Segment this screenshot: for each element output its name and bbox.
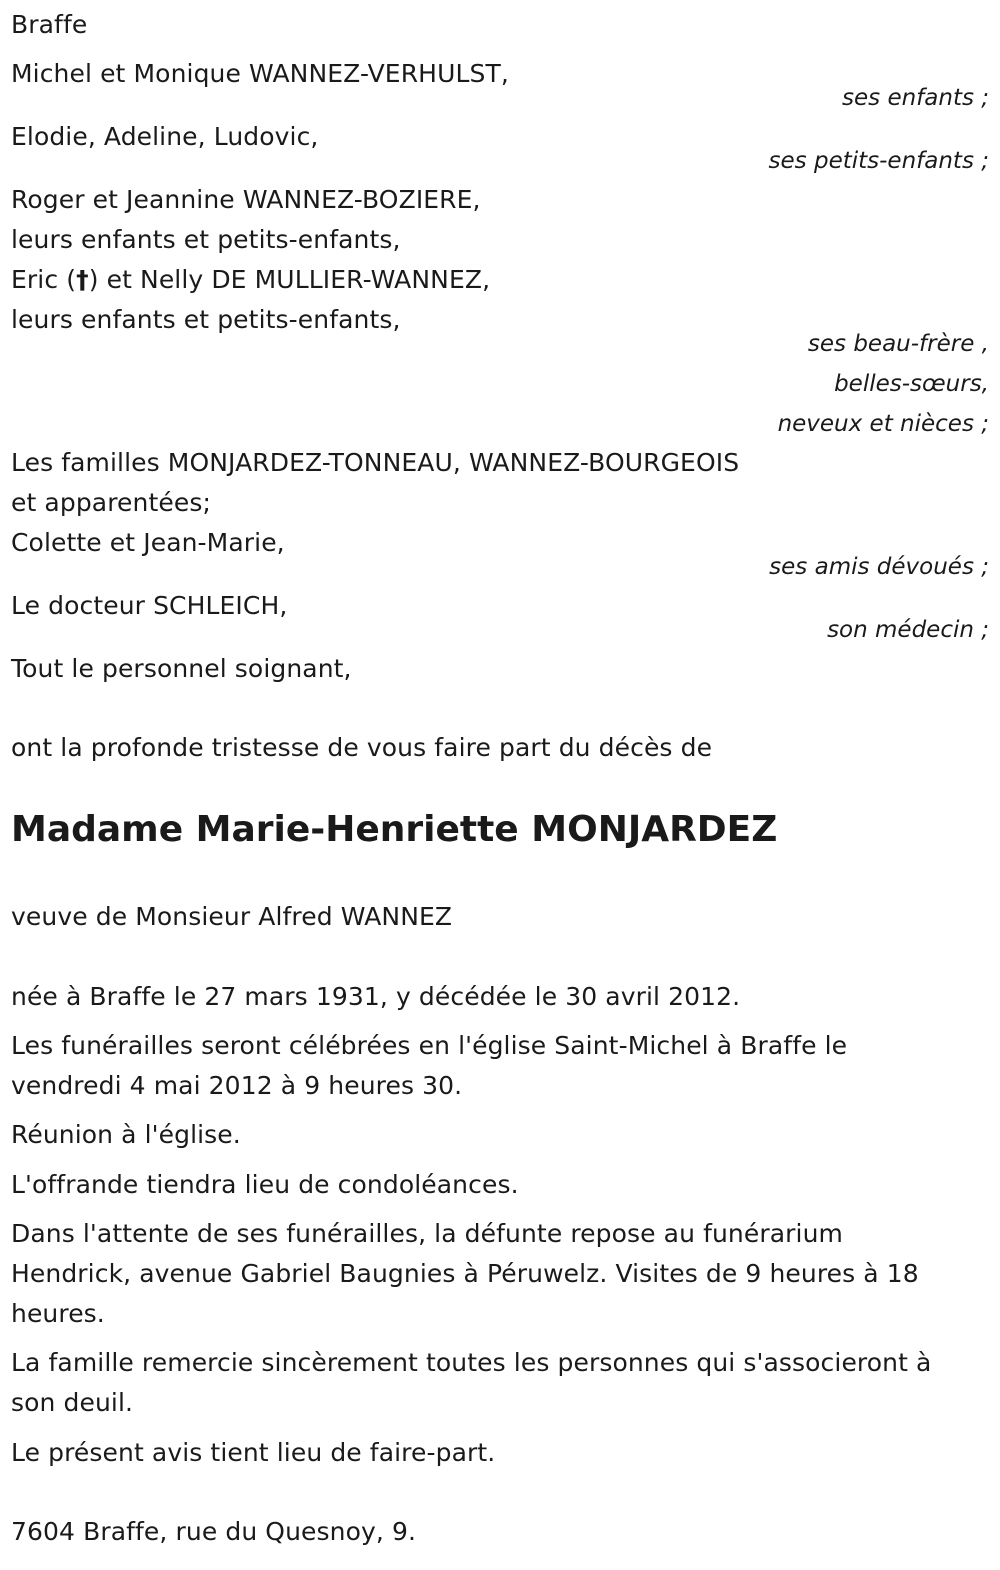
offering-line: L'offrande tiendra lieu de condoléances. [11, 1170, 519, 1199]
staff-line: Tout le personnel soignant, [11, 654, 352, 683]
inlaws-line-3-after: ) et Nelly DE MULLIER-WANNEZ, [88, 265, 491, 294]
inlaws-line-3 [11, 265, 490, 295]
rest-line-2: Hendrick, avenue Gabriel Baugnies à Péruwelz. Visites de 9 heures à 18 [11, 1259, 919, 1288]
funeral-line-1: Les funérailles seront célébrées en l'église Saint-Michel à Braffe le [11, 1031, 848, 1060]
rest-line-1: Dans l'attente de ses funérailles, la défunte repose au funérarium [11, 1219, 843, 1248]
friends-names: Colette et Jean-Marie, [11, 528, 285, 557]
inlaws-line-2: leurs enfants et petits-enfants, [11, 225, 401, 254]
inlaws-line-3-before: Eric ( [11, 265, 77, 294]
funeral-line-2: vendredi 4 mai 2012 à 9 heures 30. [11, 1071, 463, 1100]
town-heading: Braffe [11, 10, 88, 39]
meeting-line: Réunion à l'église. [11, 1120, 241, 1149]
announcement-intro: ont la profonde tristesse de vous faire part du décès de [11, 733, 713, 762]
cross-icon: † [76, 265, 89, 294]
grandchildren-names: Elodie, Adeline, Ludovic, [11, 122, 319, 151]
children-names: Michel et Monique WANNEZ-VERHULST, [11, 59, 509, 88]
grandchildren-role: ses petits-enfants ; [768, 148, 989, 174]
doctor-name: Le docteur SCHLEICH, [11, 591, 288, 620]
inlaws-role-1: ses beau-frère , [807, 331, 989, 357]
address-line: 7604 Braffe, rue du Quesnoy, 9. [11, 1517, 417, 1546]
rest-line-3: heures. [11, 1299, 105, 1328]
friends-role: ses amis dévoués ; [769, 554, 989, 580]
inlaws-role-3: neveux et nièces ; [777, 411, 989, 437]
inlaws-line-4: leurs enfants et petits-enfants, [11, 305, 401, 334]
children-role: ses enfants ; [842, 85, 989, 111]
widow-of: veuve de Monsieur Alfred WANNEZ [11, 902, 453, 931]
deceased-name: Madame Marie-Henriette MONJARDEZ [11, 809, 778, 850]
doctor-role: son médecin ; [827, 617, 989, 643]
thanks-line-2: son deuil. [11, 1388, 134, 1417]
notice-line: Le présent avis tient lieu de faire-part. [11, 1438, 496, 1467]
families-line-2: et apparentées; [11, 488, 211, 517]
birth-death-line: née à Braffe le 27 mars 1931, y décédée le 30 avril 2012. [11, 982, 741, 1011]
families-line-1: Les familles MONJARDEZ-TONNEAU, WANNEZ-BOURGEOIS [11, 448, 740, 477]
inlaws-line-1: Roger et Jeannine WANNEZ-BOZIERE, [11, 185, 481, 214]
thanks-line-1: La famille remercie sincèrement toutes les personnes qui s'associeront à [11, 1348, 932, 1377]
inlaws-role-2: belles-sœurs, [834, 371, 989, 397]
